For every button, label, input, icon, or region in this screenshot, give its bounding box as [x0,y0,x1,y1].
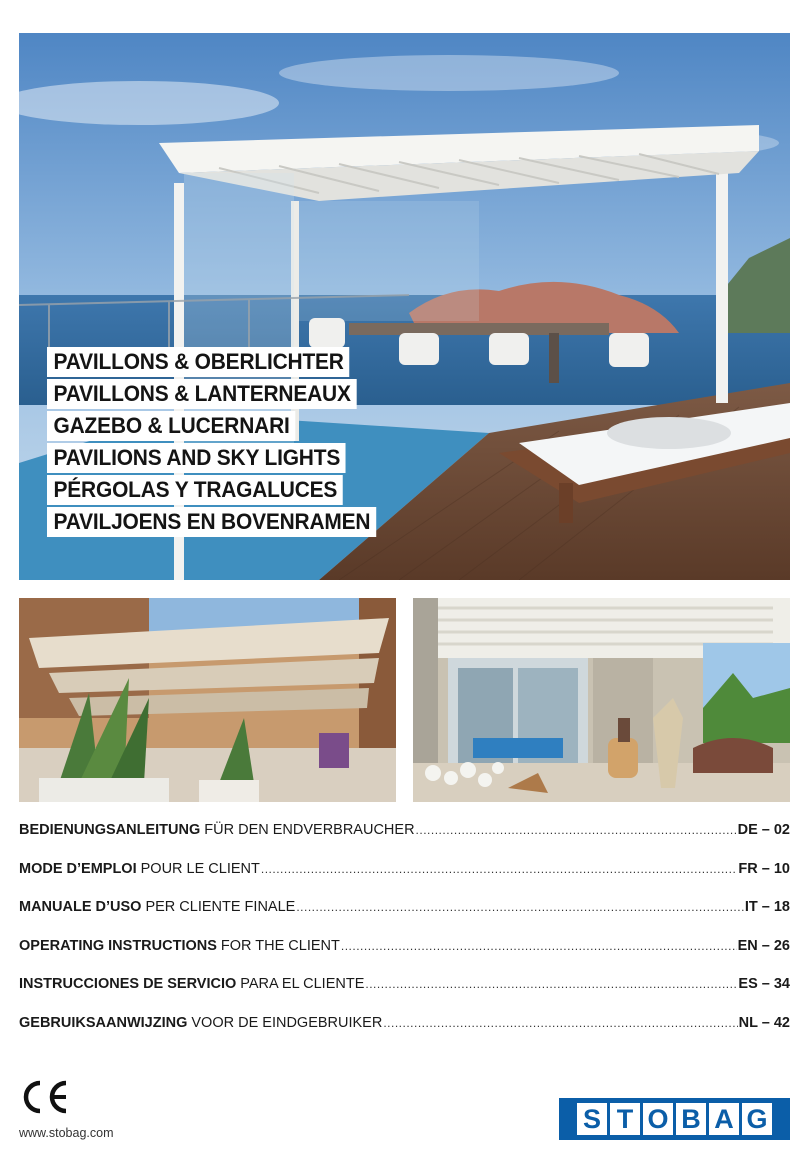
toc-desc-de: FÜR DEN ENDVERBRAUCHER [204,822,415,838]
photo-pergola-patio [413,598,790,802]
toc-row-it[interactable] [19,899,790,920]
toc-title-nl: GEBRUIKSAANWIJZING [19,1014,188,1031]
title-it: GAZEBO & LUCERNARI [47,411,295,441]
photo-pergola-courtyard [19,598,396,802]
toc-row-en[interactable] [19,938,790,959]
title-es: PÉRGOLAS Y TRAGALUCES [47,475,343,505]
toc-title-en: OPERATING INSTRUCTIONS [19,937,217,954]
product-title-block [47,347,401,537]
toc-desc-es: PARA EL CLIENTE [240,976,365,992]
toc-leader-fr [261,862,738,876]
ce-mark-icon [20,1080,72,1114]
toc-page-es: ES – 34 [738,976,790,992]
logo-letter-t: T [610,1103,640,1135]
toc-title-es: INSTRUCCIONES DE SERVICIO [19,976,237,992]
photo-patio-illustration [413,598,790,802]
toc-page-fr: FR – 10 [738,860,790,877]
toc-page-de: DE – 02 [737,822,790,838]
toc-row-nl[interactable] [19,1015,790,1036]
title-nl: PAVILJOENS EN BOVENRAMEN [47,507,376,537]
title-de: PAVILLONS & OBERLICHTER [47,347,349,377]
toc-title-fr: MODE D’EMPLOI [19,860,137,877]
toc-leader-de [416,823,737,837]
toc-desc-it: PER CLIENTE FINALE [145,899,296,915]
toc-title-de: BEDIENUNGSANLEITUNG [19,822,201,838]
toc-desc-nl: VOOR DE EINDGEBRUIKER [191,1014,383,1031]
toc-title-it: MANUALE D’USO [19,899,142,915]
toc-page-nl: NL – 42 [738,1014,790,1031]
logo-letter-b: B [676,1103,706,1135]
toc-leader-en [341,939,737,953]
stobag-logo [559,1098,790,1140]
toc-page-en: EN – 26 [737,937,790,954]
table-of-contents [19,822,790,1053]
logo-letter-o: O [643,1103,673,1135]
website-url[interactable]: www.stobag.com [19,1126,114,1140]
toc-leader-nl [383,1016,737,1030]
toc-row-de[interactable] [19,822,790,843]
photo-courtyard-illustration [19,598,396,802]
toc-row-es[interactable] [19,976,790,997]
toc-leader-it [296,900,744,914]
title-fr: PAVILLONS & LANTERNEAUX [47,379,356,409]
logo-letter-g: G [742,1103,772,1135]
toc-desc-fr: POUR LE CLIENT [140,860,260,877]
toc-page-it: IT – 18 [744,899,790,915]
title-en: PAVILIONS AND SKY LIGHTS [47,443,346,473]
logo-letter-s: S [577,1103,607,1135]
toc-row-fr[interactable] [19,861,790,882]
toc-leader-es [365,977,737,991]
logo-letter-a: A [709,1103,739,1135]
toc-desc-en: FOR THE CLIENT [220,937,340,954]
